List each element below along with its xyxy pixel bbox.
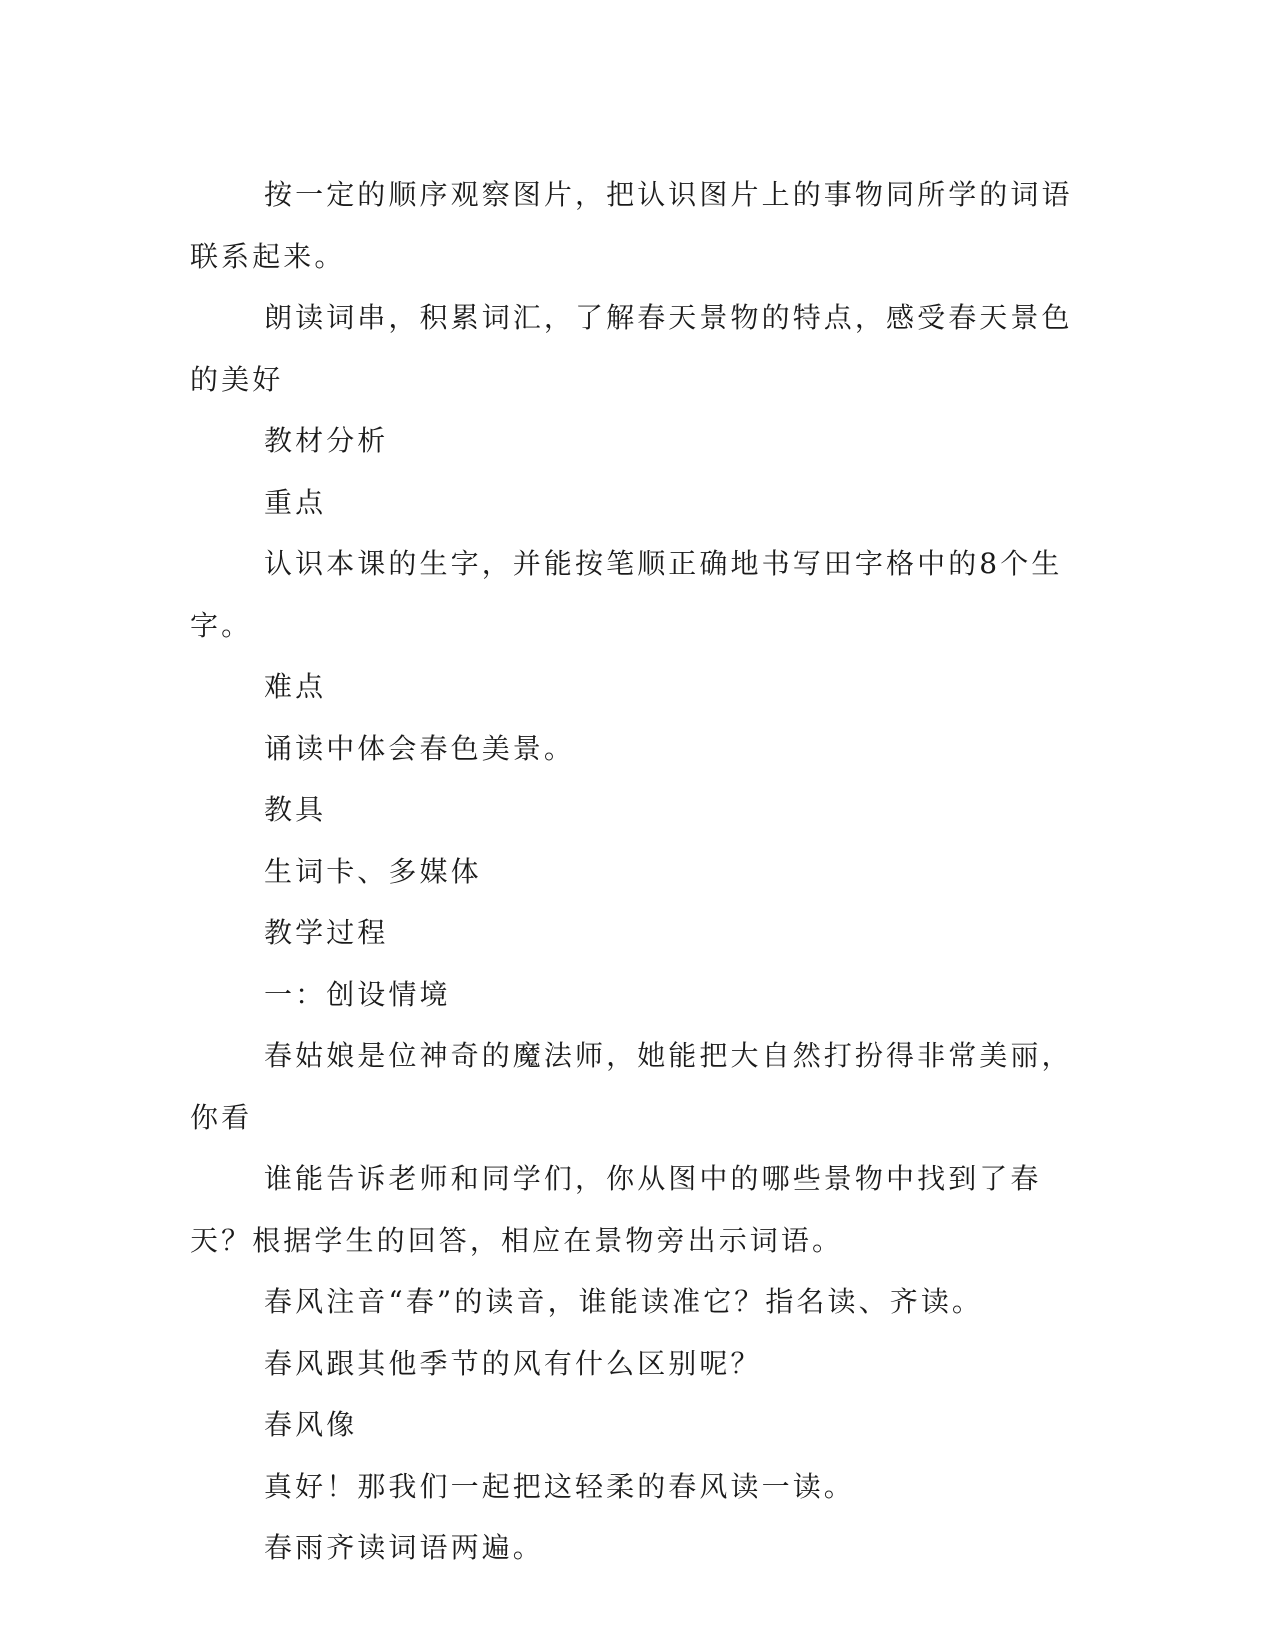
paragraph-spring-rain: 春雨齐读词语两遍。 [264, 1531, 544, 1564]
document-body [190, 164, 1080, 1579]
paragraph-spring-wind-difference: 春风跟其他季节的风有什么区别呢？ [264, 1346, 762, 1380]
paragraph-spring-wind-pronunciation: 春风注音“春”的读音，谁能读准它？指名读、齐读。 [264, 1285, 984, 1318]
paragraph-difficulties: 诵读中体会春色美景。 [264, 731, 576, 765]
paragraph-objective-observe: 按一定的顺序观察图片，把认识图片上的事物同所学的词语联系起来。 [190, 178, 1073, 273]
heading-teaching-process: 教学过程 [264, 916, 389, 949]
heading-difficulties: 难点 [264, 670, 327, 703]
heading-textbook-analysis: 教材分析 [264, 424, 389, 457]
paragraph-key-points: 认识本课的生字，并能按笔顺正确地书写田字格中的8个生字。 [190, 547, 1063, 642]
paragraph-spring-wind-like: 春风像 [264, 1408, 358, 1441]
paragraph-teaching-aids: 生词卡、多媒体 [264, 854, 482, 888]
heading-key-points: 重点 [264, 485, 327, 519]
heading-create-scene: 一：创设情境 [264, 977, 451, 1011]
paragraph-who-can-tell: 谁能告诉老师和同学们，你从图中的哪些景物中找到了春天？根据学生的回答，相应在景物旁出示词语。 [190, 1162, 1042, 1257]
paragraph-read-together: 真好！那我们一起把这轻柔的春风读一读。 [264, 1469, 855, 1503]
paragraph-objective-read: 朗读词串，积累词汇，了解春天景物的特点，感受春天景色的美好 [190, 301, 1073, 396]
paragraph-spring-magician: 春姑娘是位神奇的魔法师，她能把大自然打扮得非常美丽，你看 [190, 1039, 1073, 1134]
heading-teaching-aids: 教具 [264, 793, 327, 826]
